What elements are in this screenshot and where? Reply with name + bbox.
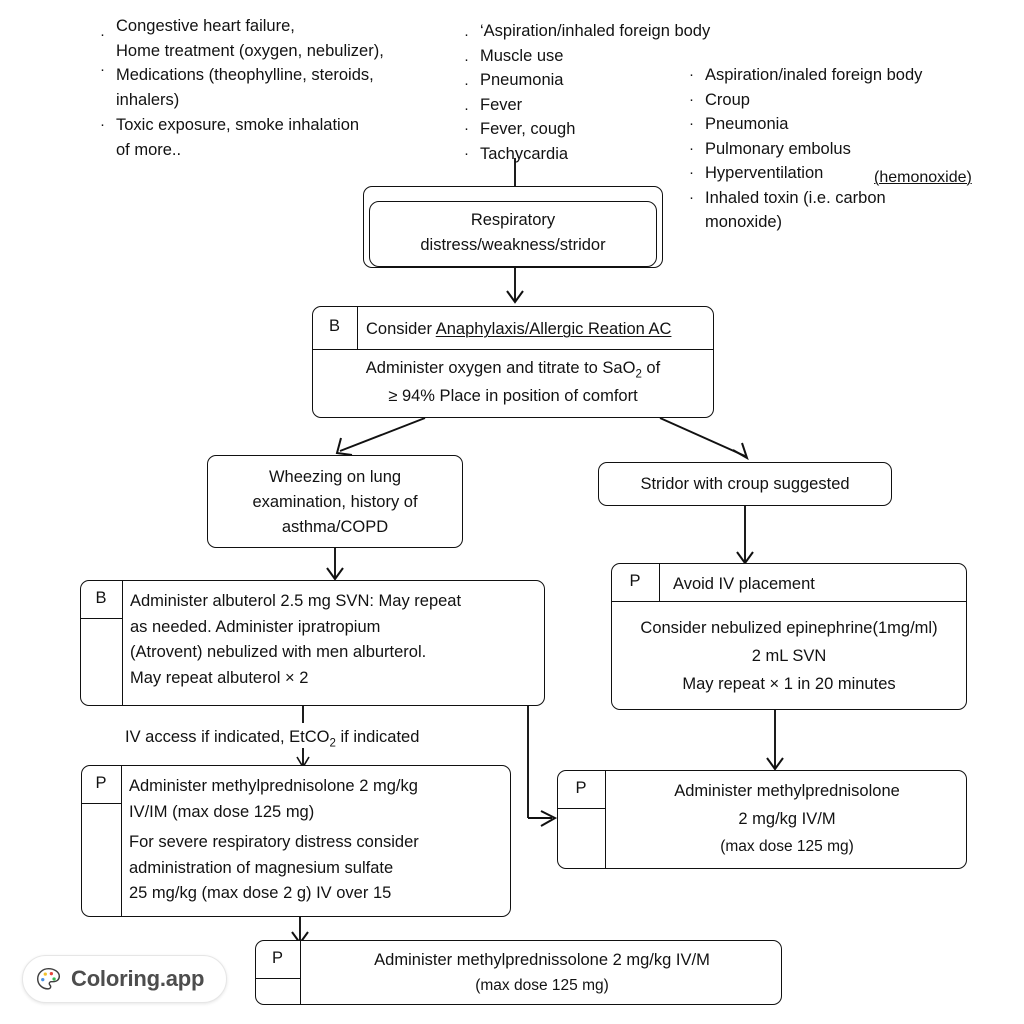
node-anaphylaxis-body-line1-text: Administer oxygen and titrate to SaO [365,359,636,377]
node-epinephrine-line1: Consider nebulized epinephrine(1mg/ml) [640,619,938,637]
watermark-badge[interactable] [22,955,227,1003]
node-methyl-bottom-line1: Administer methylprednissolone 2 mg/kg IV/M [374,951,710,969]
bullet-dot: · [100,116,105,133]
node-respiratory-line2: distress/weakness/stridor [420,236,606,254]
bullet-dot: · [100,26,105,43]
bullet-dot: · [100,61,105,78]
bullet-dot: · [464,120,469,137]
list-item [100,63,384,88]
palette-icon [35,966,62,993]
node-methyl-left [81,765,511,917]
node-methyl-right-gutter-rule [605,770,606,869]
bullet-dot: · [464,144,469,162]
list-item [689,210,922,235]
node-epinephrine-header-rule [611,601,967,602]
list-item-label: Pulmonary embolus [705,139,851,158]
node-methyl-right-line1: Administer methylprednisolone [674,782,900,800]
node-methyl-left-body [129,774,505,907]
node-epinephrine [611,563,967,710]
bullet-dot: · [464,99,469,117]
list-item-label: inhalers) [116,90,180,109]
node-albuterol-body [130,589,539,691]
list-item-label: ‘Aspiration/inhaled foreign body [480,22,711,40]
node-respiratory [369,201,657,267]
hemonoxide-note [874,167,972,189]
list-item-label: Croup [705,90,750,109]
list-item-label: Fever [480,95,523,114]
node-wheezing-line1: Wheezing on lung [268,468,402,486]
list-item-label: Inhaled toxin (i.e. carbon [705,188,886,207]
list-item-label: Congestive heart failure, [116,17,295,35]
node-anaphylaxis-gutter-rule [357,306,358,349]
list-item [100,88,384,113]
node-methyl-left-tag: P [95,774,107,792]
list-item-label: Aspiration/inaled foreign body [705,66,923,84]
node-albuterol-line1: Administer albuterol 2.5 mg SVN: May repeat [130,592,462,610]
bullet-dot: · [689,139,694,157]
node-stridor-croup [598,462,892,506]
node-anaphylaxis-header-condition: Anaphylaxis/Allergic Reation AC [435,320,672,338]
list-item-label: Medications (theophylline, steroids, [116,66,374,84]
node-wheezing-line2: examination, history of [252,493,418,511]
list-item [689,112,922,137]
node-epinephrine-line2: 2 mL SVN [751,647,827,665]
bullet-column-right [689,63,922,235]
node-methyl-bottom-gutter-rule [300,940,301,1005]
node-anaphylaxis [312,306,714,418]
list-item [689,186,922,211]
list-item-label: monoxide) [705,213,783,231]
node-epinephrine-header: Avoid IV placement [673,575,815,593]
node-albuterol-gutter-rule [122,580,123,706]
node-methyl-bottom-tag: P [271,949,283,967]
node-anaphylaxis-tag: B [328,317,340,335]
list-item [464,93,710,118]
node-methyl-bottom-header-rule [255,978,300,979]
palette-dot-blue [41,978,44,981]
node-albuterol-line4: May repeat albuterol × 2 [130,668,309,687]
node-methyl-bottom [255,940,782,1005]
list-item [464,68,710,93]
node-methyl-left-header-rule [81,803,121,804]
node-albuterol-line3: (Atrovent) nebulized with men alburterol. [130,643,427,661]
bullet-dot: · [464,50,469,68]
list-item-label: Home treatment (oxygen, nebulizer), [116,41,384,60]
bullet-dot: · [689,66,694,83]
node-methyl-left-line4: administration of magnesium sulfate [129,858,394,877]
palette-dot-red [50,972,53,975]
list-item [100,39,384,64]
iv-access-note-prefix: IV access if indicated, EtCO [125,728,330,746]
palette-icon-svg [35,966,62,993]
palette-dot-yellow [44,972,47,975]
node-wheezing [207,455,463,548]
list-item [464,142,710,167]
node-anaphylaxis-header-prefix: Consider [366,320,436,338]
node-methyl-right-line3: (max dose 125 mg) [720,838,854,855]
list-item [689,137,922,162]
bullet-dot: · [464,75,469,92]
node-methyl-left-gutter-rule [121,765,122,917]
node-methyl-left-line3: For severe respiratory distress consider [129,833,419,851]
node-albuterol-tag: B [95,589,107,607]
node-respiratory-line1: Respiratory [470,211,556,229]
palette-dot-green [52,977,55,980]
bullet-dot: · [689,90,694,108]
list-item-label: Muscle use [480,46,564,65]
node-methyl-left-line1: Administer methylprednisolone 2 mg/kg [129,777,418,795]
bullet-dot: · [689,115,694,132]
node-epinephrine-line3: May repeat × 1 in 20 minutes [682,675,896,693]
bullet-dot: · [689,164,694,181]
list-item [464,44,710,69]
node-albuterol [80,580,545,706]
list-item-label: Toxic exposure, smoke inhalation [116,116,360,134]
node-methyl-bottom-line2: (max dose 125 mg) [475,977,609,994]
list-item [100,138,384,163]
hemonoxide-note-label: (hemonoxide) [874,169,972,186]
list-item [100,113,384,138]
iv-access-note-tail: if indicated [335,728,420,746]
list-item [464,117,710,142]
bullet-column-middle [464,19,710,166]
node-methyl-right-header-rule [557,808,605,809]
node-methyl-right-tag: P [575,779,587,797]
list-item-label: of more.. [116,140,182,159]
node-anaphylaxis-body-line1-tail: of [641,359,661,377]
list-item-label: Hyperventilation [705,164,824,182]
list-item [464,19,710,44]
iv-access-note [125,726,419,754]
node-methyl-left-line5: 25 mg/kg (max dose 2 g) IV over 15 [129,884,392,902]
node-epinephrine-gutter-rule [659,563,660,601]
iv-access-note-sub: 2 [329,737,336,750]
list-item-label: Pneumonia [480,71,564,89]
watermark-label: Coloring.app [71,966,205,991]
node-epinephrine-tag: P [629,572,641,590]
bullet-dot: · [689,188,694,206]
node-anaphylaxis-header [366,317,712,343]
node-methyl-right-line2: 2 mg/kg IV/M [738,810,836,828]
node-wheezing-line3: asthma/COPD [281,518,389,536]
node-anaphylaxis-header-rule [312,349,714,350]
node-anaphylaxis-body-sub: 2 [635,368,642,381]
bullet-dot: · [464,26,469,43]
list-item [689,63,922,88]
list-item [100,14,384,43]
list-item-label: Pneumonia [705,115,789,133]
list-item-label: Tachycardia [480,144,569,163]
node-methyl-right [557,770,967,869]
node-stridor-croup-line1: Stridor with croup suggested [640,475,850,493]
list-item [689,88,922,113]
node-anaphylaxis-body-line2: ≥ 94% Place in position of comfort [388,387,638,405]
node-albuterol-line2: as needed. Administer ipratropium [130,617,381,636]
node-methyl-left-line2: IV/IM (max dose 125 mg) [129,802,315,821]
node-albuterol-header-rule [80,618,122,619]
list-item-label: Fever, cough [480,120,576,138]
bullet-column-left [100,14,384,162]
